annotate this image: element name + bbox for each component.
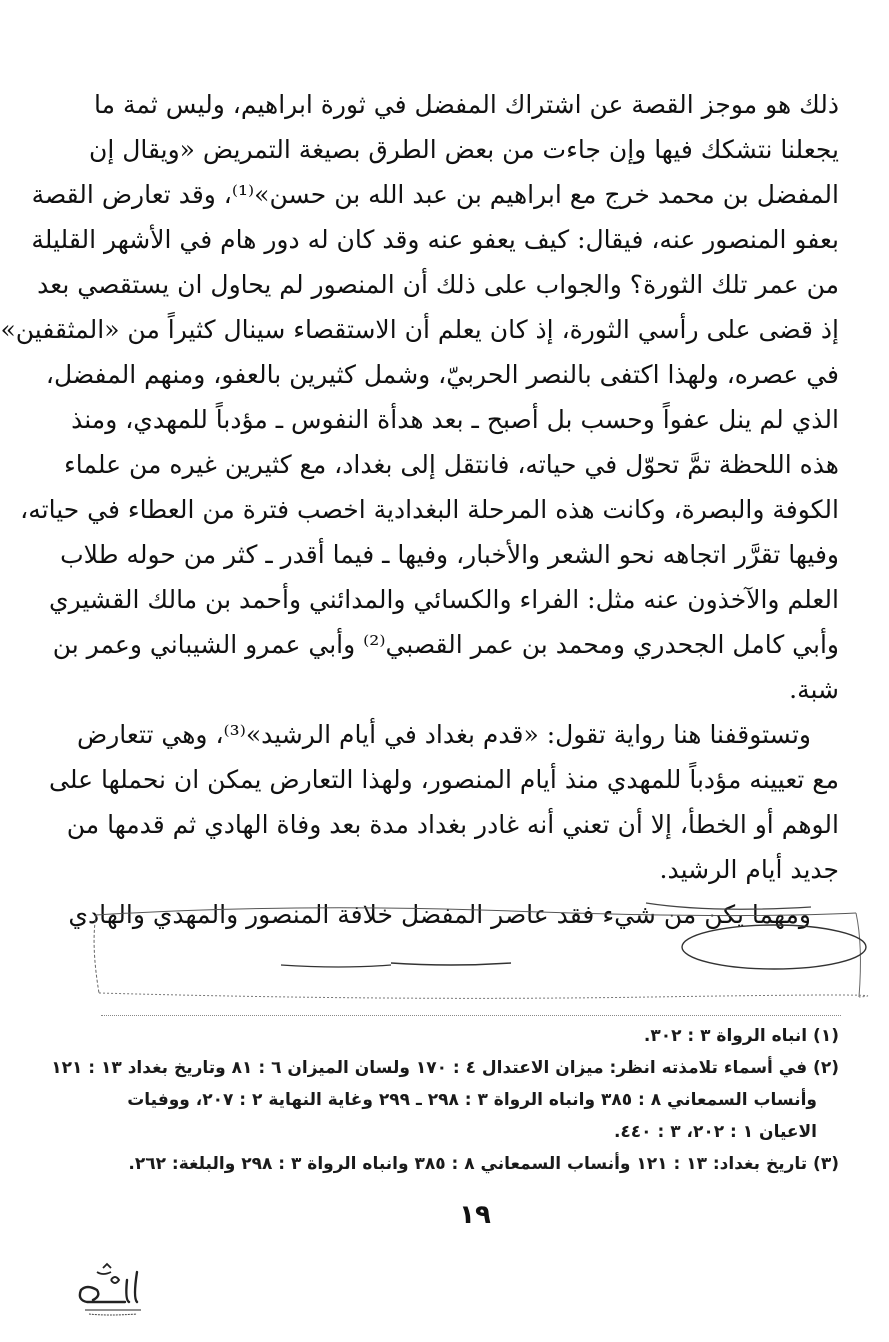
text-line: وفيها تقرَّر اتجاهه نحو الشعر والأخبار، وفيها ـ فيما أقدر ـ كثر من حوله طلاب	[60, 540, 839, 569]
text-line: هذه اللحظة تمَّ تحوّل في حياته، فانتقل إلى بغداد، مع كثيرين غيره من علماء	[64, 450, 839, 479]
text-line: بعفو المنصور عنه، فيقال: كيف يعفو عنه وقد كان له دور هام في الأشهر القليلة	[31, 225, 839, 254]
text-line: في عصره، ولهذا اكتفى بالنصر الحربيّ، وشمل كثيرين بالعفو، ومنهم المفضل،	[45, 360, 839, 389]
text-line: ومهما يكن من شيء فقد عاصر المفضل خلافة المنصور والمهدي والهادي	[68, 900, 811, 929]
text-line: جديد أيام الرشيد.	[659, 855, 839, 884]
footnote-2-cont: وأنساب السمعاني ٨ : ٣٨٥ وانباه الرواة ٣ : ٢٩٨ ـ ٢٩٩ وغاية النهاية ٢ : ٢٠٧، ووفيات	[127, 1090, 817, 1110]
footnotes	[51, 1020, 839, 1180]
text-line: مع تعيينه مؤدباً للمهدي منذ أيام المنصور، ولهذا التعارض يمكن ان نحملها على	[49, 765, 839, 794]
text-line: العلم والآخذون عنه مثل: الفراء والكسائي والمدائني وأحمد بن مالك القشيري	[49, 585, 839, 614]
signature-seal-icon	[67, 1250, 147, 1320]
text-line: الذي لم ينل عفواً وحسب بل أصبح ـ بعد هدأة النفوس ـ مؤدباً للمهدي، ومنذ	[71, 405, 839, 434]
text-line: وأبي كامل الجحدري ومحمد بن عمر القصبي⁽²⁾ وأبي عمرو الشيباني وعمر بن	[52, 630, 839, 659]
text-line: من عمر تلك الثورة؟ والجواب على ذلك أن المنصور لم يحاول ان يستقصي بعد	[37, 270, 839, 299]
text-line: المفضل بن محمد خرج مع ابراهيم بن عبد الله بن حسن»⁽¹⁾، وقد تعارض القصة	[31, 180, 839, 209]
text-line: إذ قضى على رأسي الثورة، إذ كان يعلم أن الاستقصاء سينال كثيراً من «المثقفين»	[0, 315, 839, 344]
footnote-2: (٢) في أسماء تلامذته انظر: ميزان الاعتدال ٤ : ١٧٠ ولسان الميزان ٦ : ٨١ وتاريخ بغداد ١٣ : ١٢١	[51, 1058, 839, 1078]
page-number: ١٩	[459, 1200, 491, 1230]
footnote-3: (٣) تاريخ بغداد: ١٣ : ١٢١ وأنساب السمعاني ٨ : ٣٨٥ وانباه الرواة ٣ : ٢٩٨ والبلغة: ٢٦٢.	[128, 1154, 839, 1174]
text-line: الوهم أو الخطأ، إلا أن تعني أنه غادر بغداد مدة بعد وفاة الهادي ثم قدمها من	[66, 810, 839, 839]
text-line: يجعلنا نتشكك فيها وإن جاءت من بعض الطرق بصيغة التمريض «ويقال إن	[88, 135, 839, 164]
main-text	[0, 82, 839, 937]
text-line: الكوفة والبصرة، وكانت هذه المرحلة البغدادية اخصب فترة من العطاء في حياته،	[20, 495, 839, 524]
text-line: ذلك هو موجز القصة عن اشتراك المفضل في ثورة ابراهيم، وليس ثمة ما	[94, 90, 839, 119]
footnote-2-cont: الاعيان ١ : ٢٠٢، ٣ : ٤٤٠.	[613, 1122, 817, 1142]
text-line: وتستوقفنا هنا رواية تقول: «قدم بغداد في أيام الرشيد»⁽³⁾، وهي تتعارض	[76, 720, 811, 749]
text-line: شبة.	[789, 675, 839, 704]
footnote-divider	[101, 1015, 841, 1016]
footnote-1: (١) انباه الرواة ٣ : ٣٠٢.	[643, 1026, 839, 1046]
